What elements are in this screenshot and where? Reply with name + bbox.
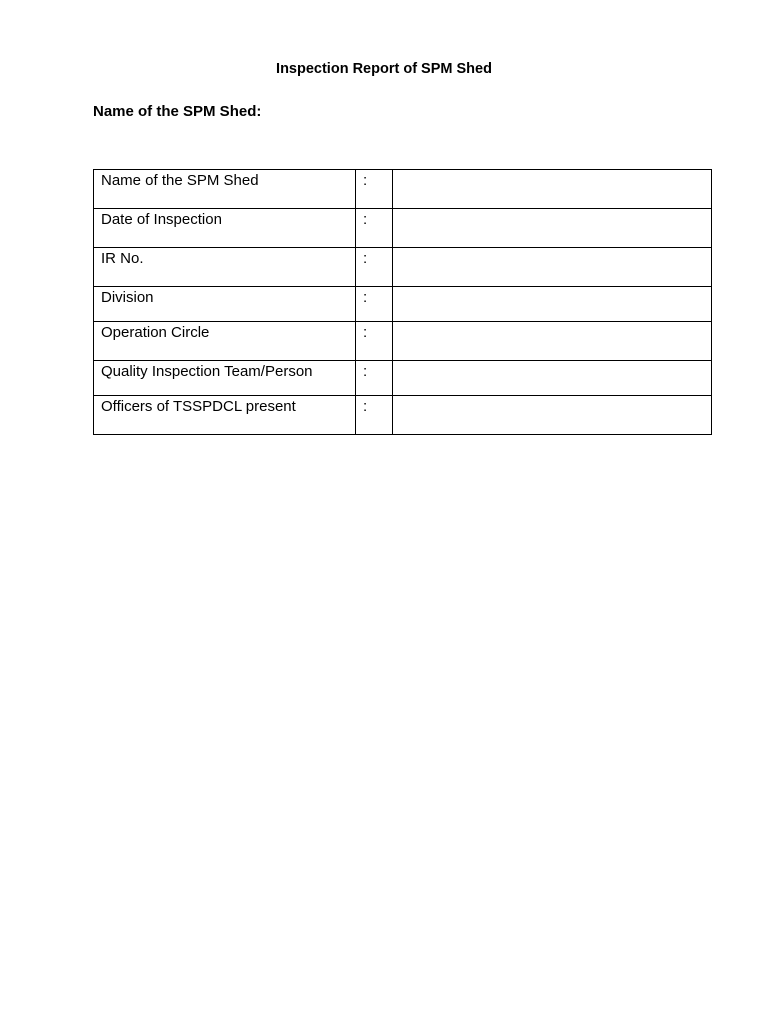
row-label: IR No.: [94, 248, 356, 287]
row-separator: :: [356, 248, 393, 287]
table-row: [94, 170, 712, 209]
row-label: Division: [94, 287, 356, 322]
row-separator: :: [356, 322, 393, 361]
row-value[interactable]: [393, 322, 712, 361]
table-row: [94, 361, 712, 396]
shed-name-heading: Name of the SPM Shed:: [93, 103, 262, 120]
table-row: [94, 209, 712, 248]
table-row: [94, 287, 712, 322]
row-separator: :: [356, 361, 393, 396]
row-label: Name of the SPM Shed: [94, 170, 356, 209]
row-label: Officers of TSSPDCL present: [94, 396, 356, 435]
row-label: Date of Inspection: [94, 209, 356, 248]
row-label: Quality Inspection Team/Person: [94, 361, 356, 396]
row-value[interactable]: [393, 170, 712, 209]
row-separator: :: [356, 170, 393, 209]
row-value[interactable]: [393, 361, 712, 396]
table-row: [94, 396, 712, 435]
row-value[interactable]: [393, 396, 712, 435]
table-row: [94, 322, 712, 361]
row-value[interactable]: [393, 248, 712, 287]
row-value[interactable]: [393, 287, 712, 322]
row-value[interactable]: [393, 209, 712, 248]
row-label: Operation Circle: [94, 322, 356, 361]
page-title: Inspection Report of SPM Shed: [276, 61, 492, 77]
row-separator: :: [356, 209, 393, 248]
table-row: [94, 248, 712, 287]
inspection-details-table: [93, 169, 712, 435]
row-separator: :: [356, 287, 393, 322]
row-separator: :: [356, 396, 393, 435]
